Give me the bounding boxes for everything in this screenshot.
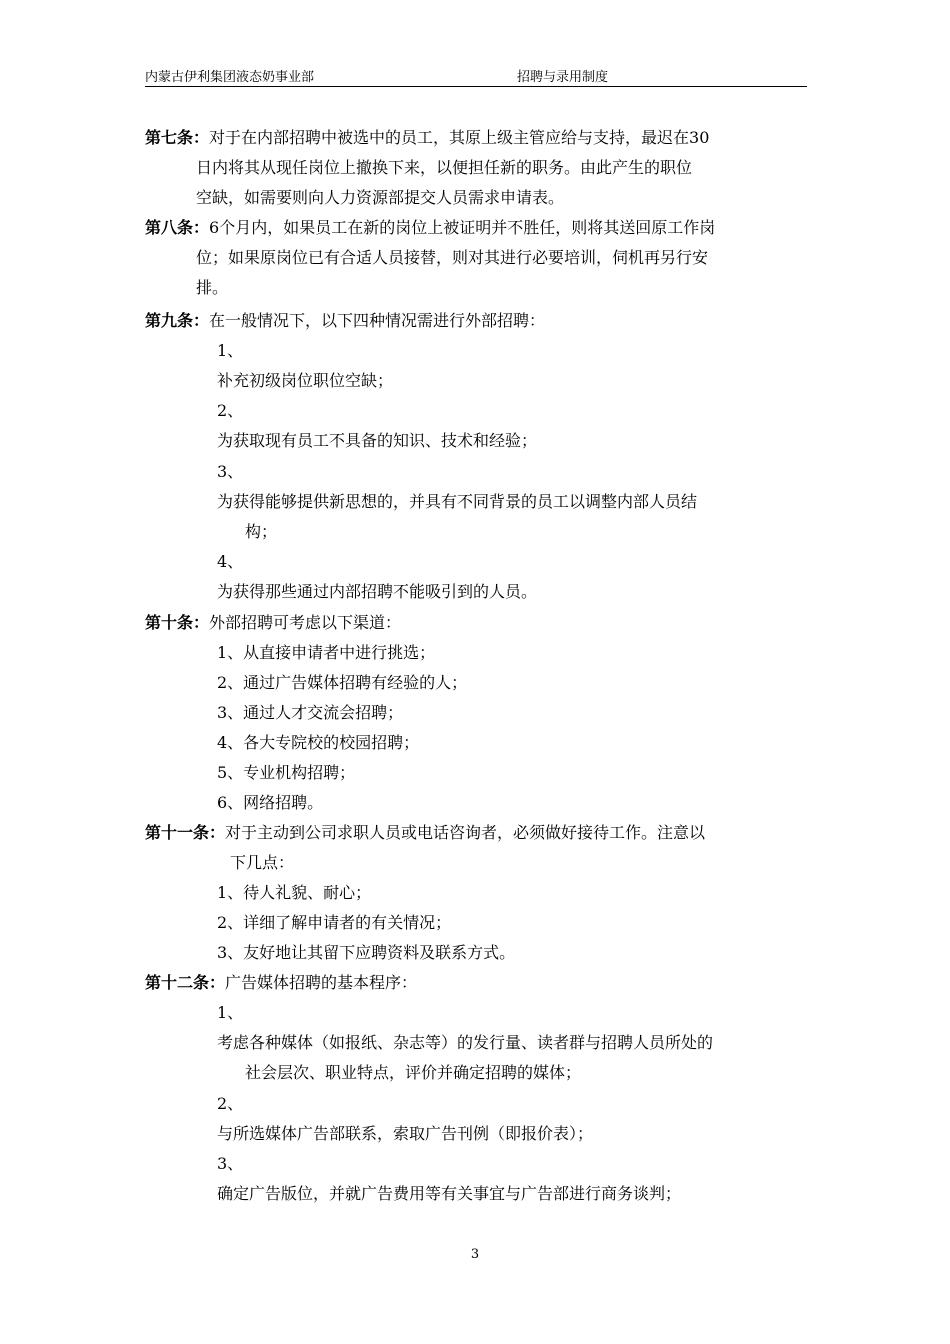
article-8-line-1: [145, 217, 715, 239]
article-10-item-4: 4、各大专院校的校园招聘；: [217, 733, 420, 752]
article-9-num-2: 2、: [217, 401, 244, 420]
article-10-intro: 外部招聘可考虑以下渠道：: [209, 613, 402, 632]
article-12-num-3: 3、: [217, 1154, 244, 1173]
article-12-num-2: 2、: [217, 1094, 244, 1113]
article-9-item-1: 补充初级岗位职位空缺；: [217, 371, 394, 390]
article-9-num-3: 3、: [217, 462, 244, 481]
article-9-item-3b: 构；: [245, 522, 278, 541]
article-11-line-1: [145, 822, 705, 844]
article-11-item-3: 3、友好地让其留下应聘资料及联系方式。: [217, 943, 516, 962]
article-7-line-2: 日内将其从现任岗位上撤换下来，以便担任新的职务。由此产生的职位: [196, 158, 693, 177]
article-7-line-1: [145, 127, 709, 149]
article-12-num-1: 1、: [217, 1003, 244, 1022]
article-8-label: 第八条：: [145, 218, 210, 237]
article-8-line-2: 位；如果原岗位已有合适人员接替，则对其进行必要培训，伺机再另行安: [196, 248, 709, 267]
article-12-item-2: 与所选媒体广告部联系，索取广告刊例（即报价表）；: [217, 1124, 594, 1143]
article-8-line-3: 排。: [196, 278, 229, 297]
article-10-item-5: 5、专业机构招聘；: [217, 763, 356, 782]
article-7-text-1: 对于在内部招聘中被选中的员工，其原上级主管应给与支持，最迟在30: [209, 128, 710, 147]
article-11-text-1: 对于主动到公司求职人员或电话咨询者，必须做好接待工作。注意以: [225, 823, 706, 842]
article-9-num-4: 4、: [217, 552, 244, 571]
article-7-label: 第七条：: [145, 128, 210, 147]
article-10-item-2: 2、通过广告媒体招聘有经验的人；: [217, 673, 468, 692]
article-10-item-3: 3、通过人才交流会招聘；: [217, 703, 404, 722]
article-7-line-3: 空缺，如需要则向人力资源部提交人员需求申请表。: [196, 188, 565, 207]
article-11-item-2: 2、详细了解申请者的有关情况；: [217, 913, 452, 932]
article-9-intro: 在一般情况下，以下四种情况需进行外部招聘：: [209, 311, 546, 330]
article-9-item-2: 为获取现有员工不具备的知识、技术和经验；: [217, 431, 538, 450]
article-12-line-1: [145, 972, 417, 994]
article-9-line-1: [145, 310, 545, 332]
article-10-line-1: [145, 612, 401, 634]
article-11-item-1: 1、待人礼貌、耐心；: [217, 883, 372, 902]
article-9-item-3a: 为获得能够提供新思想的，并具有不同背景的员工以调整内部人员结: [217, 492, 698, 511]
header-title: 招聘与录用制度: [517, 70, 609, 85]
article-11-line-2: 下几点：: [230, 853, 295, 872]
article-12-item-1a: 考虑各种媒体（如报纸、杂志等）的发行量、读者群与招聘人员所处的: [217, 1033, 714, 1052]
article-10-label: 第十条：: [145, 613, 210, 632]
article-8-text-1: 6个月内，如果员工在新的岗位上被证明并不胜任，则将其送回原工作岗: [209, 218, 716, 237]
article-9-item-4: 为获得那些通过内部招聘不能吸引到的人员。: [217, 582, 538, 601]
article-12-item-1b: 社会层次、职业特点，评价并确定招聘的媒体；: [245, 1063, 582, 1082]
article-10-item-6: 6、网络招聘。: [217, 793, 324, 812]
article-9-label: 第九条：: [145, 311, 210, 330]
article-12-item-3: 确定广告版位，并就广告费用等有关事宜与广告部进行商务谈判；: [217, 1184, 682, 1203]
page-number: 3: [470, 1247, 480, 1262]
article-12-label: 第十二条：: [145, 973, 226, 992]
article-9-num-1: 1、: [217, 341, 244, 360]
article-12-intro: 广告媒体招聘的基本程序：: [225, 973, 418, 992]
article-10-item-1: 1、从直接申请者中进行挑选；: [217, 643, 436, 662]
header-company: 内蒙古伊利集团液态奶事业部: [145, 70, 315, 85]
page-header: [145, 66, 807, 87]
article-11-label: 第十一条：: [145, 823, 226, 842]
